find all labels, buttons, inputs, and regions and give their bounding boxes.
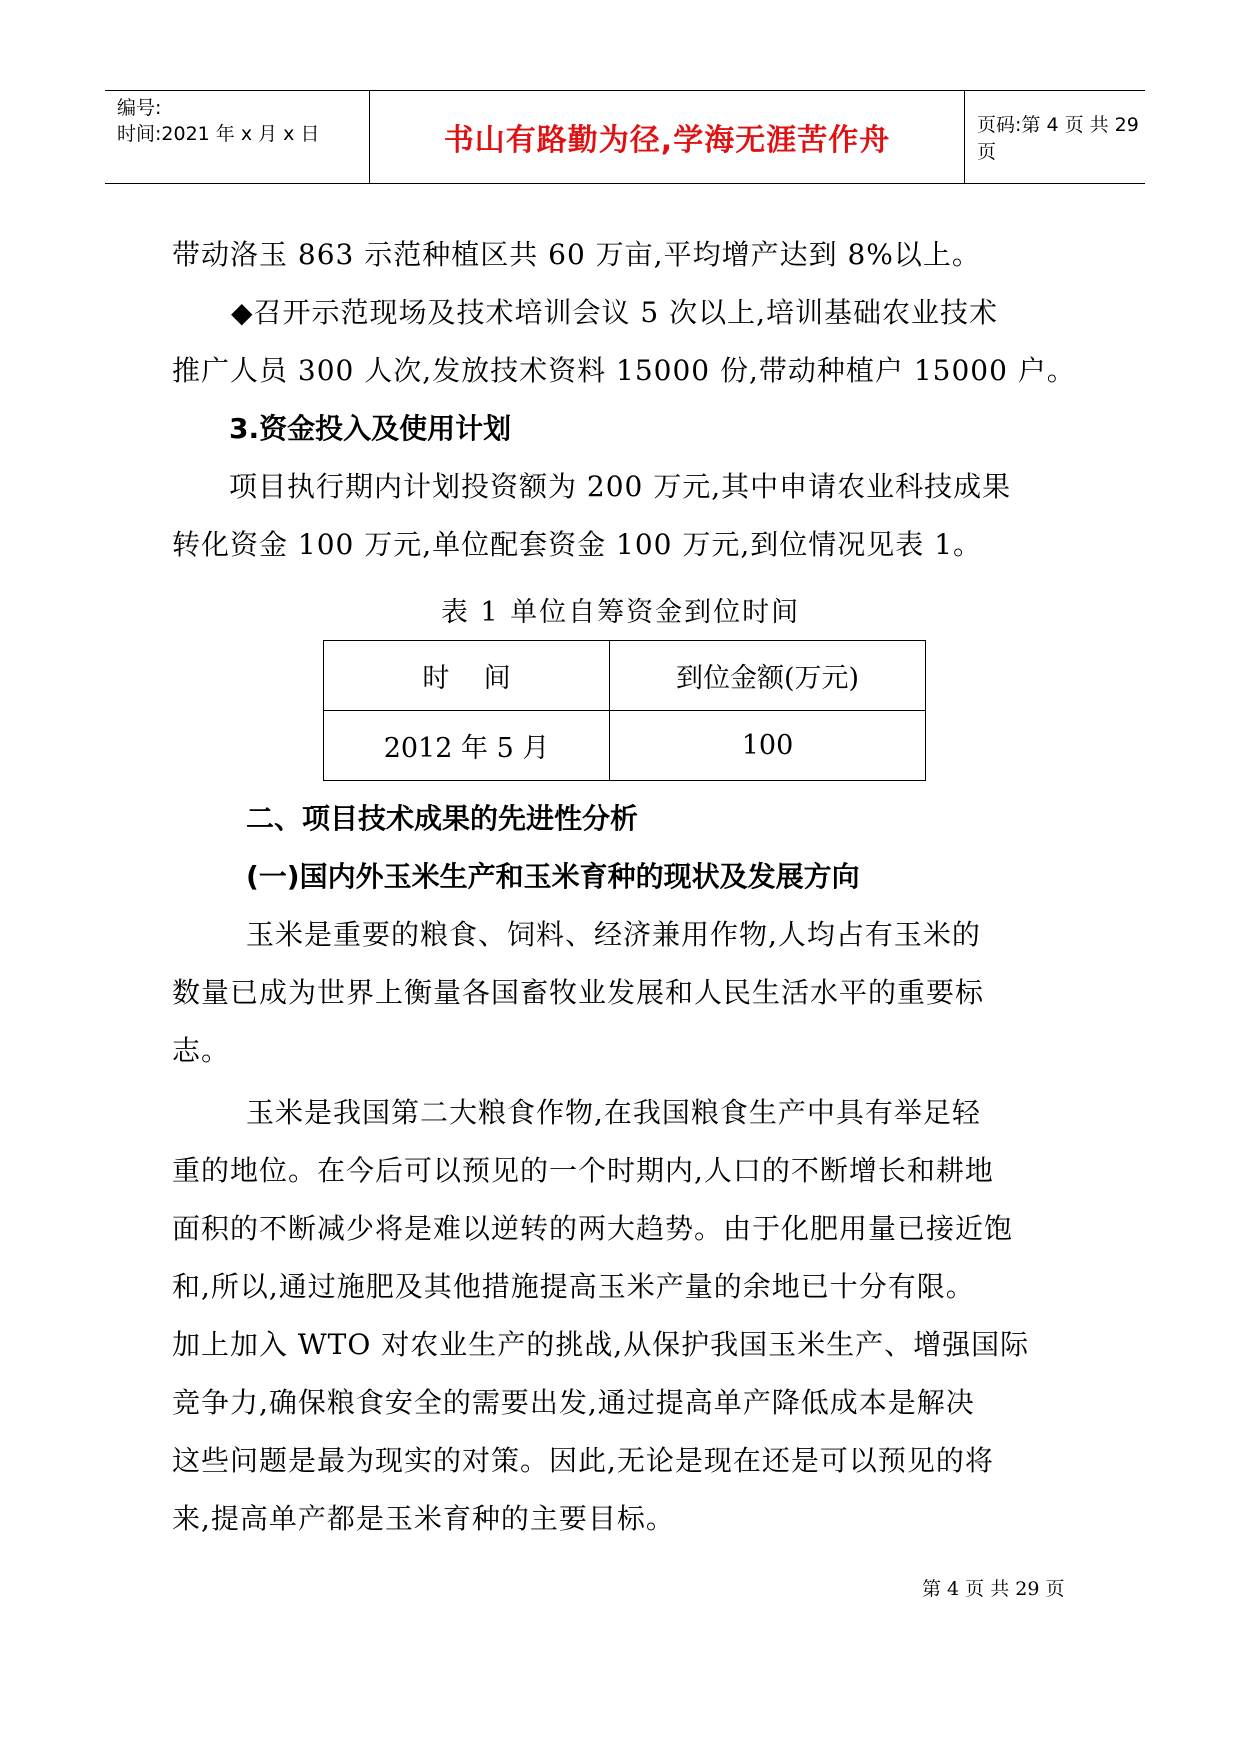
para2-line-8: 来,提高单产都是玉米育种的主要目标。 <box>172 1502 675 1535</box>
para1-line-3: 志。 <box>172 1034 231 1067</box>
funding-table <box>323 640 926 781</box>
document-time-label: 时间:2021 年 x 月 x 日 <box>117 123 320 145</box>
table-cell-amount: 100 <box>610 711 926 781</box>
page-footer: 第 4 页 共 29 页 <box>922 1578 1065 1600</box>
para2-line-6: 竞争力,确保粮食安全的需要出发,通过提高单产降低成本是解决 <box>172 1386 975 1419</box>
para1-line-1: 玉米是重要的粮食、饲料、经济兼用作物,人均占有玉米的 <box>246 918 981 951</box>
bullet-line: ◆召开示范现场及技术培训会议 5 次以上,培训基础农业技术 <box>231 296 999 329</box>
section-3-line-1: 项目执行期内计划投资额为 200 万元,其中申请农业科技成果 <box>229 470 1012 503</box>
para2-line-3: 面积的不断减少将是难以逆转的两大趋势。由于化肥用量已接近饱 <box>172 1212 1014 1245</box>
header-page-number: 页码:第 4 页 共 29 页 <box>977 114 1139 163</box>
table-row <box>324 711 926 781</box>
body-line-1: 带动洛玉 863 示范种植区共 60 万亩,平均增产达到 8%以上。 <box>172 238 981 271</box>
header-motto: 书山有路勤为径,学海无涯苦作舟 <box>370 91 965 183</box>
para2-line-1: 玉米是我国第二大粮食作物,在我国粮食生产中具有举足轻 <box>246 1096 981 1129</box>
table-header-time: 时 间 <box>324 641 610 711</box>
header-meta <box>105 91 370 183</box>
body-line-3: 推广人员 300 人次,发放技术资料 15000 份,带动种植户 15000 户。 <box>172 354 1076 387</box>
table-caption: 表 1 单位自筹资金到位时间 <box>440 597 801 628</box>
para2-line-4: 和,所以,通过施肥及其他措施提高玉米产量的余地已十分有限。 <box>172 1270 975 1303</box>
para2-line-5: 加上加入 WTO 对农业生产的挑战,从保护我国玉米生产、增强国际 <box>172 1328 1030 1361</box>
heading-2-sub: (一)国内外玉米生产和玉米育种的现状及发展方向 <box>246 860 860 893</box>
page-header <box>105 90 1145 184</box>
table-cell-time: 2012 年 5 月 <box>324 711 610 781</box>
section-3-title: 3.资金投入及使用计划 <box>229 412 512 445</box>
table-header-amount: 到位金额(万元) <box>610 641 926 711</box>
para2-line-7: 这些问题是最为现实的对策。因此,无论是现在还是可以预见的将 <box>172 1444 994 1477</box>
table-header-row <box>324 641 926 711</box>
para2-line-2: 重的地位。在今后可以预见的一个时期内,人口的不断增长和耕地 <box>172 1154 994 1187</box>
document-number-label: 编号: <box>117 97 162 119</box>
para1-line-2: 数量已成为世界上衡量各国畜牧业发展和人民生活水平的重要标 <box>172 976 985 1009</box>
heading-2: 二、项目技术成果的先进性分析 <box>246 802 639 835</box>
section-3-line-2: 转化资金 100 万元,单位配套资金 100 万元,到位情况见表 1。 <box>172 528 983 561</box>
